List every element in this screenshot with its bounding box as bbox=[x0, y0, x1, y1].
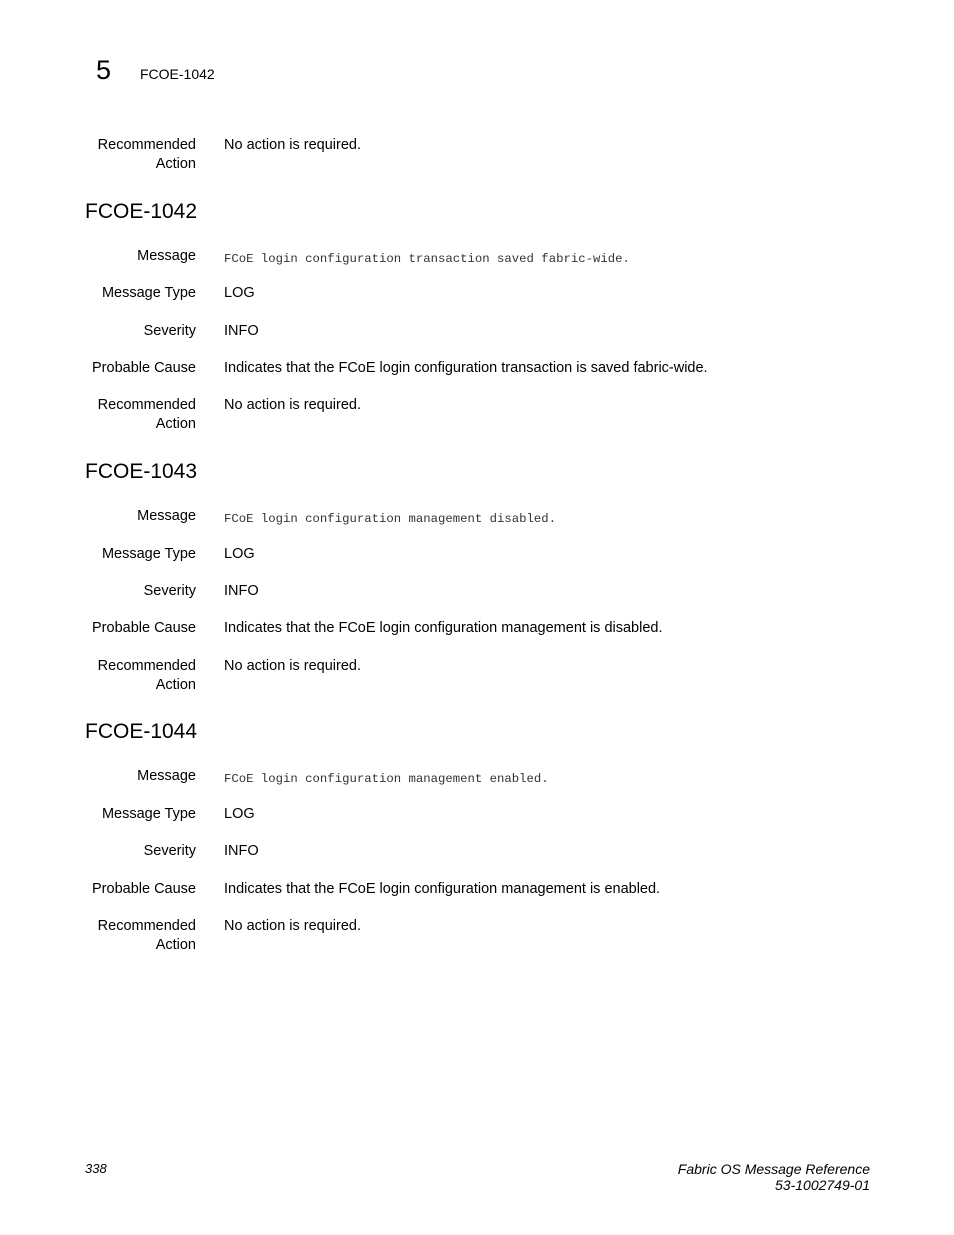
message-label: Message bbox=[137, 768, 196, 784]
label-line-2: Action bbox=[155, 156, 196, 172]
recommended-action-label bbox=[66, 136, 196, 174]
message-value: FCoE login configuration management disabled. bbox=[224, 512, 557, 526]
message-label: Message bbox=[137, 508, 196, 524]
recommended-action-value: No action is required. bbox=[224, 137, 362, 153]
probable-cause-label: Probable Cause bbox=[92, 360, 196, 376]
label-line-1: Recommended bbox=[97, 397, 196, 413]
section-title-fcoe-1044: FCOE-1044 bbox=[85, 720, 198, 743]
recommended-action-value: No action is required. bbox=[224, 658, 362, 674]
recommended-action-label bbox=[66, 917, 196, 955]
message-label: Message bbox=[137, 248, 196, 264]
probable-cause-label: Probable Cause bbox=[92, 881, 196, 897]
footer-doc-info bbox=[678, 1161, 870, 1193]
message-type-label: Message Type bbox=[101, 285, 196, 301]
recommended-action-label bbox=[66, 396, 196, 434]
label-line-2: Action bbox=[155, 937, 196, 953]
label-line-2: Action bbox=[155, 416, 196, 432]
message-type-value: LOG bbox=[224, 285, 255, 301]
label-line-1: Recommended bbox=[97, 658, 196, 674]
severity-label: Severity bbox=[143, 583, 196, 599]
message-type-value: LOG bbox=[224, 546, 255, 562]
probable-cause-value: Indicates that the FCoE login configuration management is disabled. bbox=[224, 620, 663, 636]
message-type-label: Message Type bbox=[101, 546, 196, 562]
message-type-label: Message Type bbox=[101, 806, 196, 822]
message-value: FCoE login configuration transaction saved fabric-wide. bbox=[224, 252, 630, 266]
footer-doc-number: 53-1002749-01 bbox=[775, 1177, 870, 1193]
footer-page-number: 338 bbox=[85, 1161, 107, 1176]
running-title: FCOE-1042 bbox=[140, 66, 215, 82]
severity-label: Severity bbox=[143, 323, 196, 339]
severity-value: INFO bbox=[224, 583, 259, 599]
probable-cause-label: Probable Cause bbox=[92, 620, 196, 636]
recommended-action-value: No action is required. bbox=[224, 918, 362, 934]
severity-value: INFO bbox=[224, 323, 259, 339]
label-line-2: Action bbox=[155, 677, 196, 693]
recommended-action-label bbox=[66, 657, 196, 695]
probable-cause-value: Indicates that the FCoE login configuration transaction is saved fabric-wide. bbox=[224, 360, 708, 376]
message-type-value: LOG bbox=[224, 806, 255, 822]
severity-label: Severity bbox=[143, 843, 196, 859]
footer-doc-title: Fabric OS Message Reference bbox=[677, 1161, 870, 1177]
probable-cause-value: Indicates that the FCoE login configuration management is enabled. bbox=[224, 881, 661, 897]
section-title-fcoe-1043: FCOE-1043 bbox=[85, 460, 198, 483]
chapter-number: 5 bbox=[96, 55, 112, 85]
severity-value: INFO bbox=[224, 843, 259, 859]
label-line-1: Recommended bbox=[97, 137, 196, 153]
message-value: FCoE login configuration management enabled. bbox=[224, 772, 549, 786]
label-line-1: Recommended bbox=[97, 918, 196, 934]
section-title-fcoe-1042: FCOE-1042 bbox=[85, 200, 198, 223]
recommended-action-value: No action is required. bbox=[224, 397, 362, 413]
